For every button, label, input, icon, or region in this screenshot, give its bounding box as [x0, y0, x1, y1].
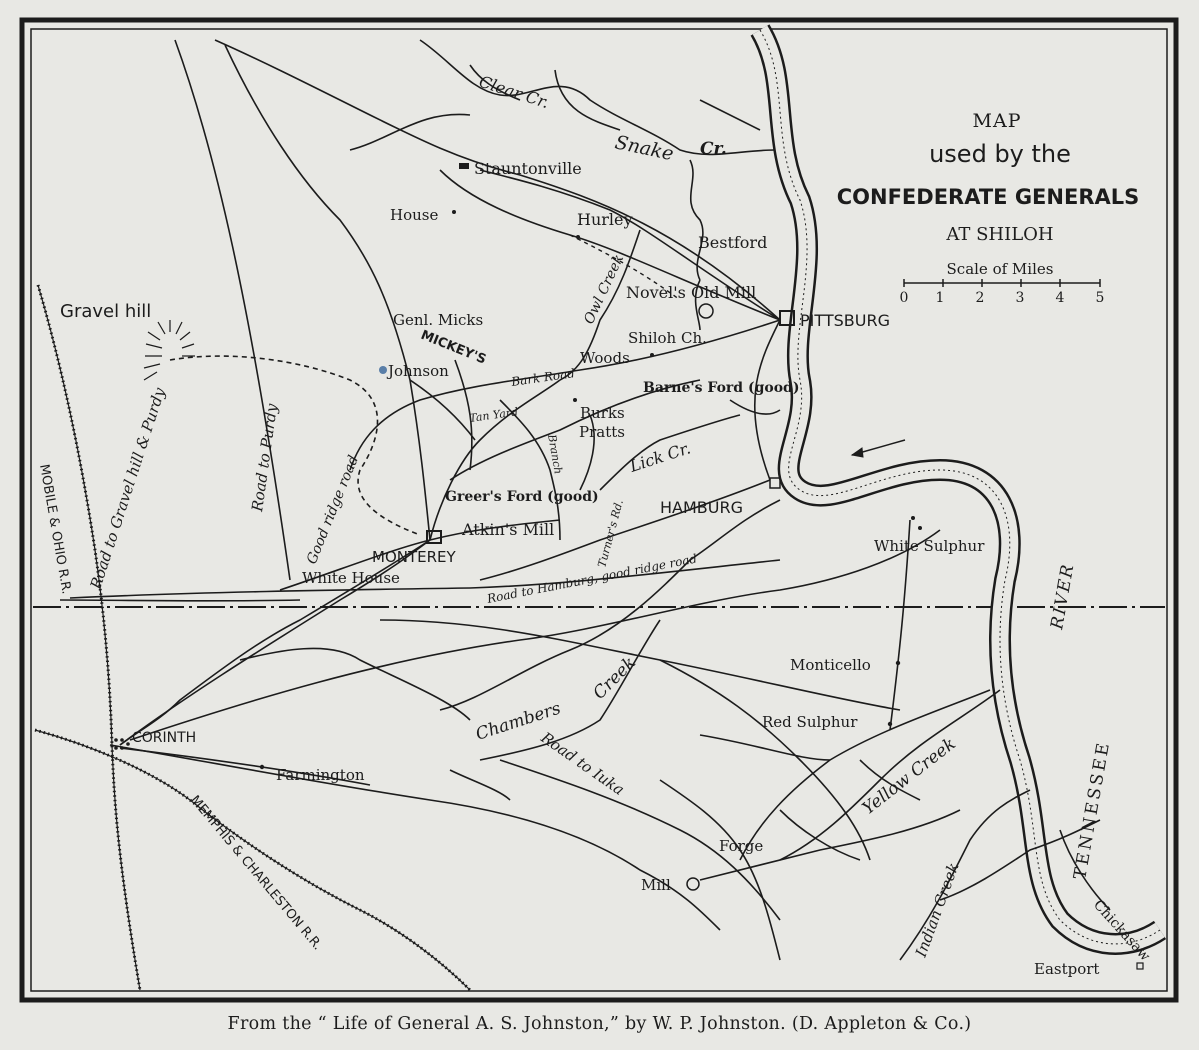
label-pittsburg: PITTSBURG [800, 311, 890, 330]
label-clear-cr: Clear Cr. [476, 71, 552, 113]
label-turners-rd: Turner's Rd. [595, 498, 626, 569]
label-memphis-charleston-rr: MEMPHIS & CHARLESTON R.R. [186, 792, 325, 954]
scale-label: Scale of Miles [946, 260, 1054, 278]
novels-mill-symbol [699, 304, 713, 318]
label-tennessee: TENNESSEE [1070, 738, 1115, 881]
gravel-hill-hachure [144, 320, 195, 380]
label-lick-cr: Lick Cr. [627, 438, 693, 476]
label-pratts: Pratts [579, 423, 625, 441]
label-woods: Woods [580, 349, 630, 367]
dashed-trail [170, 356, 420, 535]
label-forge: Forge [719, 837, 764, 855]
label-road-to-iuka: Road to Iuka [537, 728, 628, 799]
hamburg-marker [770, 478, 780, 488]
label-road-to-purdy: Road to Purdy [248, 402, 282, 513]
label-good-ridge-road: Good ridge road [303, 453, 363, 567]
scale-ticks [900, 290, 1105, 306]
mill-symbol [687, 878, 699, 890]
label-barnes-ford: Barne's Ford (good) [643, 380, 800, 396]
label-house: House [390, 206, 439, 224]
label-snake-cr-2: Cr. [700, 139, 727, 159]
label-tan-yard: Tan Yard [468, 405, 519, 425]
scale-tick: 5 [1095, 290, 1105, 306]
label-genl-micks: Genl. Micks [393, 311, 484, 329]
label-white-house: White House [302, 569, 400, 587]
label-mill: Mill [641, 876, 671, 894]
label-chambers-2: Creek [589, 652, 640, 704]
label-yellow-creek: Yellow Creek [858, 733, 960, 819]
label-white-sulphur: White Sulphur [874, 537, 985, 555]
source-caption: From the “ Life of General A. S. Johnston,” by W. P. Johnston. (D. Appleton & Co.) [227, 1014, 972, 1034]
label-gravel-hill: Gravel hill [60, 301, 152, 322]
label-bestford: Bestford [698, 233, 768, 252]
label-monticello: Monticello [790, 656, 871, 674]
label-indian-creek: Indian Creek [911, 860, 963, 960]
label-snake-cr: Snake [612, 131, 676, 166]
title-line2: used by the [929, 140, 1071, 168]
label-red-sulphur: Red Sulphur [762, 713, 858, 731]
label-mickeys: MICKEY'S [418, 327, 489, 368]
label-corinth: CORINTH [132, 730, 197, 746]
label-monterey: MONTEREY [372, 548, 456, 566]
scale-tick: 3 [1015, 290, 1025, 306]
scale-tick: 1 [935, 290, 945, 306]
label-river: RIVER [1047, 561, 1079, 631]
scale-tick: 4 [1055, 290, 1065, 306]
label-owl-creek: Owl Creek [581, 252, 628, 327]
label-hamburg: HAMBURG [660, 498, 743, 517]
title-line4: AT SHILOH [946, 224, 1054, 245]
label-hurley: Hurley [577, 210, 633, 229]
label-bark-road: Bark Road [510, 366, 576, 389]
label-mobile-ohio-rr: MOBILE & OHIO R.R. [36, 463, 74, 596]
scale-tick: 2 [975, 290, 985, 306]
label-chickasaw: Chickasaw [1090, 896, 1154, 965]
label-johnson: Johnson [388, 362, 449, 380]
label-chambers: Chambers [473, 698, 564, 745]
label-atkins-mill: Atkin's Mill [462, 520, 555, 539]
title-line3: CONFEDERATE GENERALS [836, 185, 1140, 209]
label-farmington: Farmington [276, 766, 365, 784]
label-greers-ford: Greer's Ford (good) [445, 489, 599, 505]
stauntonville-marker [460, 164, 468, 168]
label-branch: Branch [545, 433, 565, 476]
railroads [35, 285, 470, 990]
label-eastport: Eastport [1034, 960, 1100, 978]
label-shiloh-ch: Shiloh Ch. [628, 329, 707, 347]
label-road-to-gravel-hill: Road to Gravel hill & Purdy [86, 385, 169, 592]
north-arrow [852, 440, 905, 457]
title-line1: MAP [972, 110, 1022, 132]
scale-bar [904, 279, 1100, 287]
label-road-to-hamburg: Road to Hamburg, good ridge road [485, 551, 699, 606]
label-stauntonville: Stauntonville [474, 159, 582, 178]
scale-tick: 0 [899, 290, 909, 306]
label-novels-old-mill: Novel's Old Mill [626, 283, 757, 302]
eastport-marker [1137, 963, 1143, 969]
label-burks: Burks [580, 404, 625, 422]
